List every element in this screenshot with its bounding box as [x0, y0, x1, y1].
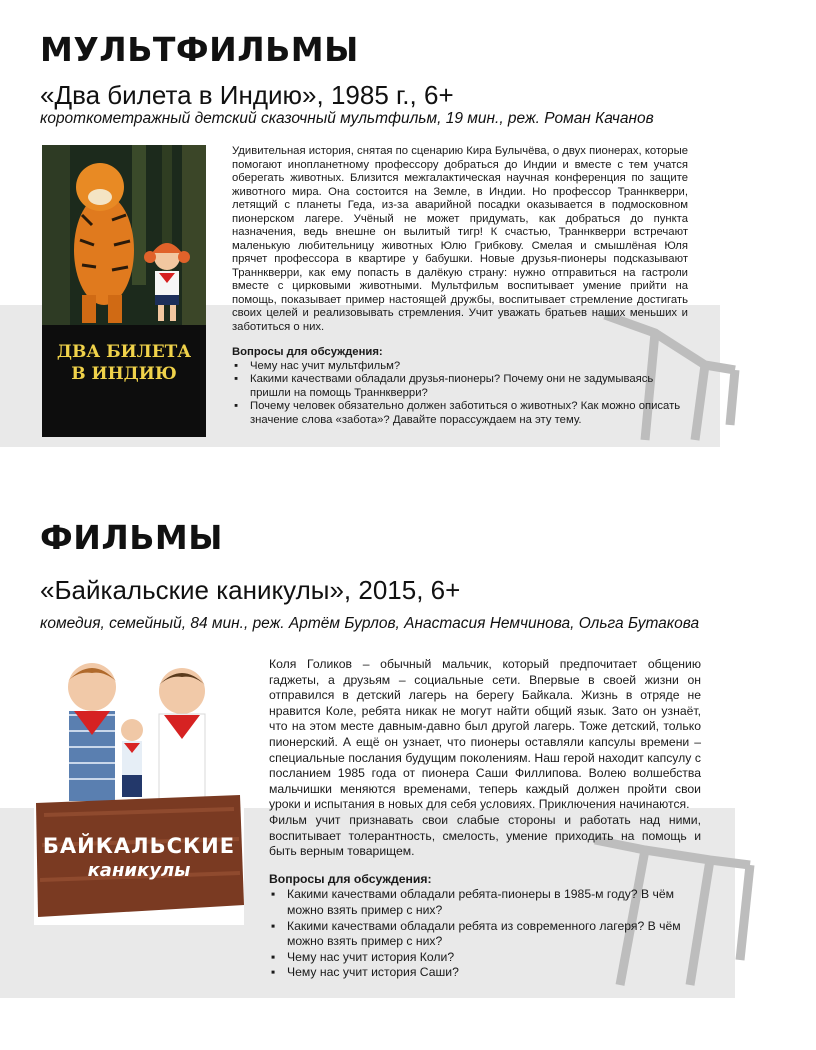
film-poster-caption-line: БАЙКАЛЬСКИЕ [42, 834, 236, 858]
film-text-block [269, 657, 701, 981]
cartoon-title: «Два билета в Индию», 1985 г., 6+ [40, 80, 454, 110]
cartoon-description: Удивительная история, снятая по сценарию Кира Булычёва, о двух пионерах, которые помогают инопланетному профессору добраться до Индии и вместе с тем учатся оберегать животных. Близится межгалактическая научная конференция по защите животного мира. Она состоится на Земле, в Индии. Но профессор Траннкверри, летящий с планеты Геда, из-за аварийной посадки оказывается в подмосковном пионерском лагере. Учёный не может придумать, как добраться до пункта назначения, ведь внешне он вылитый тигр! К счастью, Траннкверри встречают маленькую любительницу животных Юлю Грибкову. Смелая и смышлёная Юля прячет профессора в квартире у бабушки. Новые друзья-пионеры подсказывают Траннкверри, как ему попасть в далёкую страну: нужно отправиться на гастроли вместе с цирковыми животными. Мультфильм воспитывает умение прийти на помощь, показывает пример настоящей дружбы, воспитывает стремление достигать своих целей и реализовывать стремления. Учит уважать братьев наших меньших и заботиться о них. [232, 145, 688, 333]
list-item: ▪ Чему нас учит история Коли? [269, 950, 701, 966]
section-heading-films: ФИЛЬМЫ [40, 518, 223, 557]
list-item: ▪ Какими качествами обладали друзья-пионеры? Почему они не задумываясь пришли на помощь Траннкверри? [232, 373, 688, 400]
cartoon-poster-caption [42, 341, 206, 385]
cartoon-meta: короткометражный детский сказочный мультфильм, 19 мин., реж. Роман Качанов [40, 110, 654, 127]
section-heading-cartoons: МУЛЬТФИЛЬМЫ [40, 30, 359, 69]
cartoon-poster-caption-line: ДВА БИЛЕТА [56, 342, 192, 362]
film-poster-art [34, 655, 244, 925]
film-poster-caption-line: каникулы [87, 860, 191, 881]
film-description: Коля Голиков – обычный мальчик, который предпочитает общению гаджеты, а друзьям – социальные сети. Впервые в своей жизни он отправился в детский лагерь на берегу Байкала. Жизнь в отряде не нравится Коле, ребята никак не могут найти общий язык. Зато он узнаёт, что на этом месте давным-давно был другой лагерь. Тоже детский, только пионерский. А ещё он узнает, что пионеры оставляли капсулы времени – специальные послания будущим поколениям. Наш герой находит капсулу с посланием 1985 года от пионера Саши Филлипова. Волею волшебства мальчишки меняются временами, теперь каждый должен пройти свои уроки и испытания в новых для себя условиях. Приключения начинаются. [269, 657, 701, 812]
list-item: ▪ Почему человек обязательно должен заботиться о животных? Как можно описать значение слова «забота»? Давайте порассуждаем на эту тему. [232, 400, 688, 427]
cartoon-questions-heading: Вопросы для обсуждения: [232, 346, 383, 358]
list-item: ▪ Чему нас учит мультфильм? [232, 360, 688, 374]
cartoon-poster-caption-line: В ИНДИЮ [71, 364, 177, 384]
list-item: ▪ Чему нас учит история Саши? [269, 965, 701, 981]
film-poster [34, 655, 244, 925]
film-meta: комедия, семейный, 84 мин., реж. Артём Бурлов, Анастасия Немчинова, Ольга Бутакова [40, 615, 700, 632]
film-questions-heading: Вопросы для обсуждения: [269, 871, 432, 886]
film-title: «Байкальские каникулы», 2015, 6+ [40, 575, 461, 605]
film-poster-caption [34, 833, 244, 883]
list-item: ▪ Какими качествами обладали ребята-пионеры в 1985-м году? В чём можно взять пример с них? [269, 887, 701, 918]
film-description: Фильм учит признавать свои слабые стороны и работать над ними, воспитывает толерантность, смелость, умение приходить на помощь и быть верным товарищем. [269, 812, 701, 859]
cartoon-poster-art [42, 145, 206, 325]
cartoon-poster [42, 145, 206, 437]
list-item: ▪ Какими качествами обладали ребята из современного лагеря? В чём можно взять пример с них? [269, 919, 701, 950]
film-questions-list [269, 887, 701, 981]
cartoon-questions-list [232, 360, 688, 428]
cartoon-text-block [232, 145, 688, 427]
